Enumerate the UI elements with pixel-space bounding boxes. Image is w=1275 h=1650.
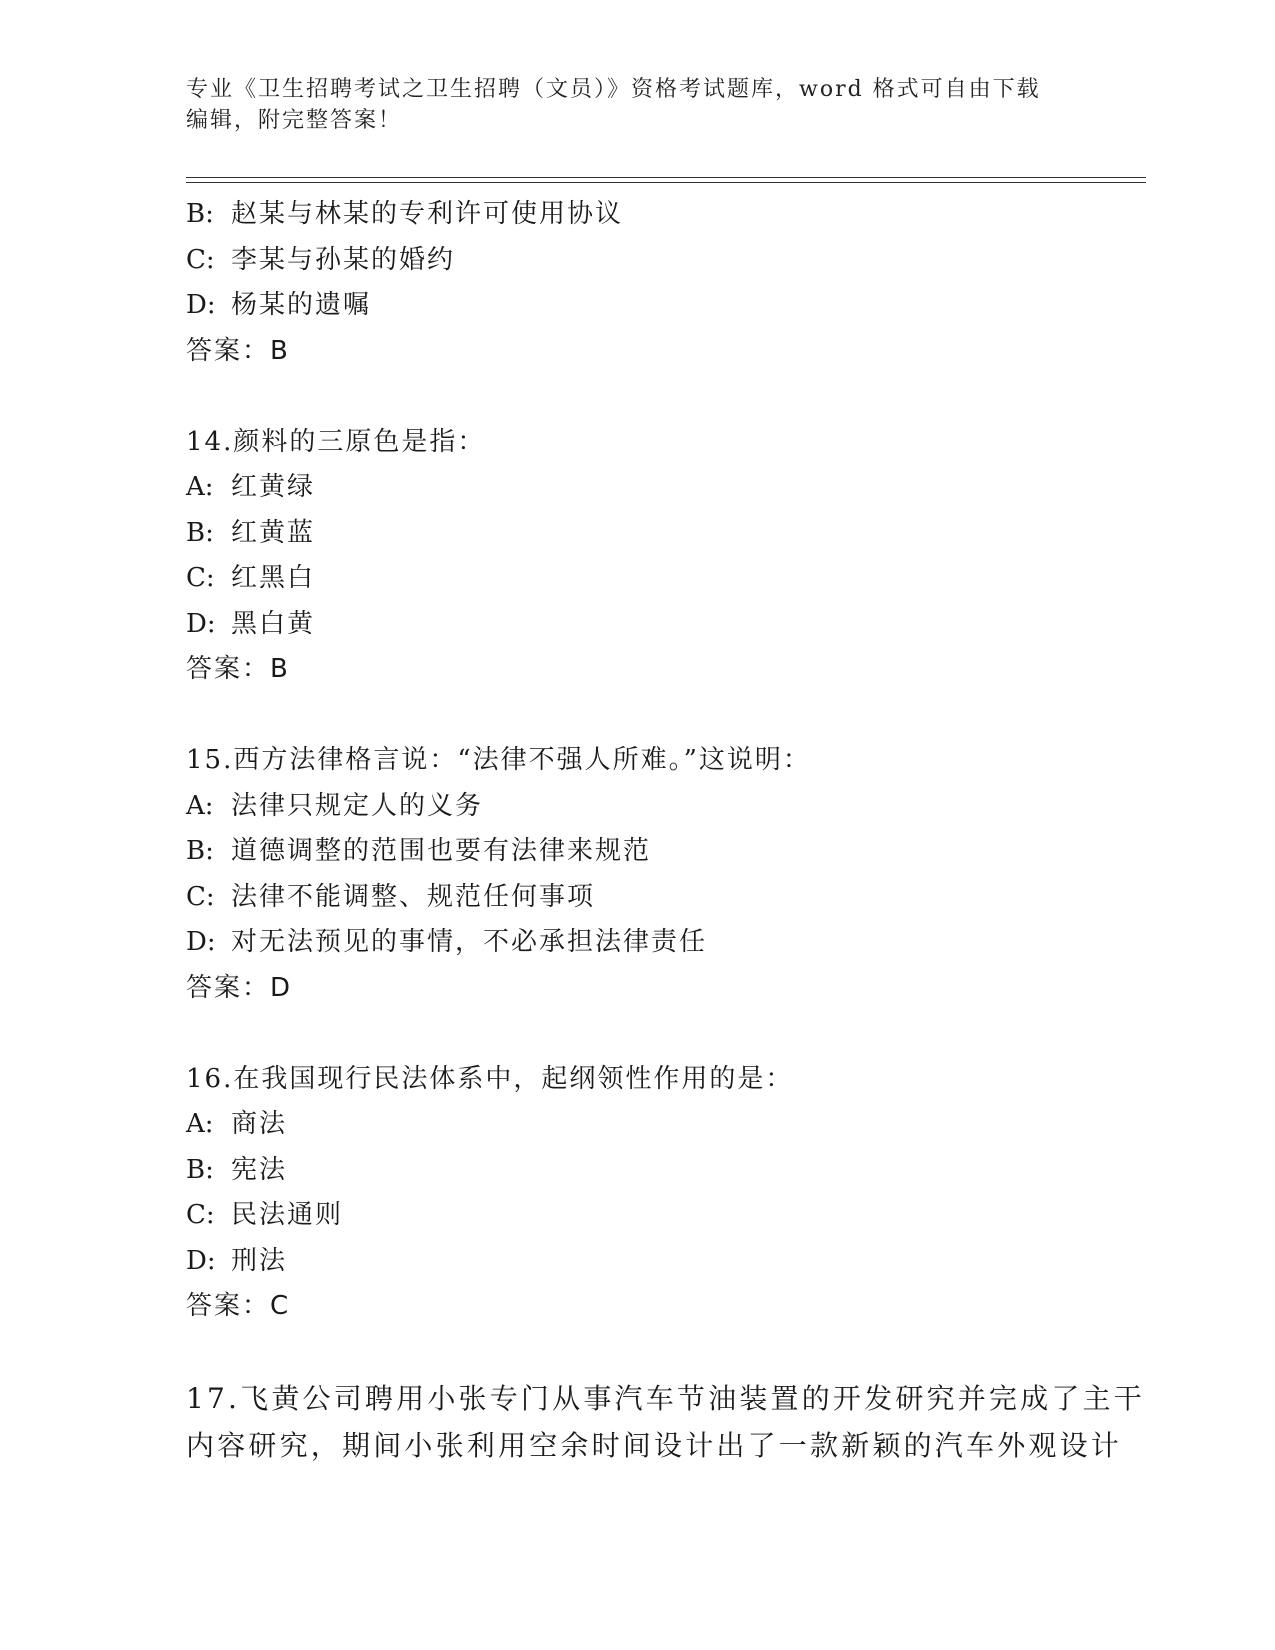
option-c: C: 红黑白 <box>186 563 316 593</box>
option-b: B: 红黄蓝 <box>186 517 316 548</box>
header-line-1: 专业《卫生招聘考试之卫生招聘（文员）》资格考试题库，word 格式可自由下载 <box>186 77 1041 102</box>
option-c: C: 民法通则 <box>186 1200 344 1230</box>
question-13 <box>186 192 1106 374</box>
question-text-line-1: 17.飞黄公司聘用小张专门从事汽车节油装置的开发研究并完成了主干 <box>186 1382 1145 1415</box>
question-14 <box>186 420 1106 693</box>
option-c: C: 李某与孙某的婚约 <box>186 244 456 275</box>
answer: 答案：D <box>186 972 293 1003</box>
header-divider-bottom <box>186 182 1146 183</box>
option-b: B: 赵某与林某的专利许可使用协议 <box>186 199 624 229</box>
option-b: B: 道德调整的范围也要有法律来规范 <box>186 836 652 866</box>
question-text-line-2: 内容研究，期间小张利用空余时间设计出了一款新颖的汽车外观设计 <box>186 1429 1123 1462</box>
spacer <box>186 1330 1106 1376</box>
question-text: 16.在我国现行民法体系中，起纲领性作用的是： <box>186 1063 794 1094</box>
question-text: 15.西方法律格言说：“法律不强人所难。”这说明： <box>186 745 811 775</box>
question-text: 14.颜料的三原色是指： <box>186 426 486 457</box>
header-line-2: 编辑，附完整答案！ <box>186 108 403 133</box>
option-a: A: 红黄绿 <box>186 472 316 502</box>
spacer <box>186 693 1106 739</box>
answer: 答案：C <box>186 1291 291 1321</box>
option-d: D: 刑法 <box>186 1245 288 1276</box>
answer: 答案：B <box>186 654 290 684</box>
question-list <box>186 192 1145 1469</box>
option-c: C: 法律不能调整、规范任何事项 <box>186 881 596 912</box>
header-divider-top <box>186 177 1146 178</box>
question-17 <box>186 1375 1145 1469</box>
option-a: A: 商法 <box>186 1109 288 1139</box>
answer: 答案：B <box>186 335 290 366</box>
spacer <box>186 1011 1106 1057</box>
option-b: B: 宪法 <box>186 1154 288 1185</box>
option-d: D: 黑白黄 <box>186 608 316 639</box>
question-16 <box>186 1057 1106 1330</box>
document-header <box>186 74 1086 136</box>
spacer <box>186 374 1106 420</box>
option-a: A: 法律只规定人的义务 <box>186 790 484 821</box>
option-d: D: 杨某的遗嘱 <box>186 290 372 320</box>
question-15 <box>186 738 1106 1011</box>
option-d: D: 对无法预见的事情，不必承担法律责任 <box>186 927 708 957</box>
